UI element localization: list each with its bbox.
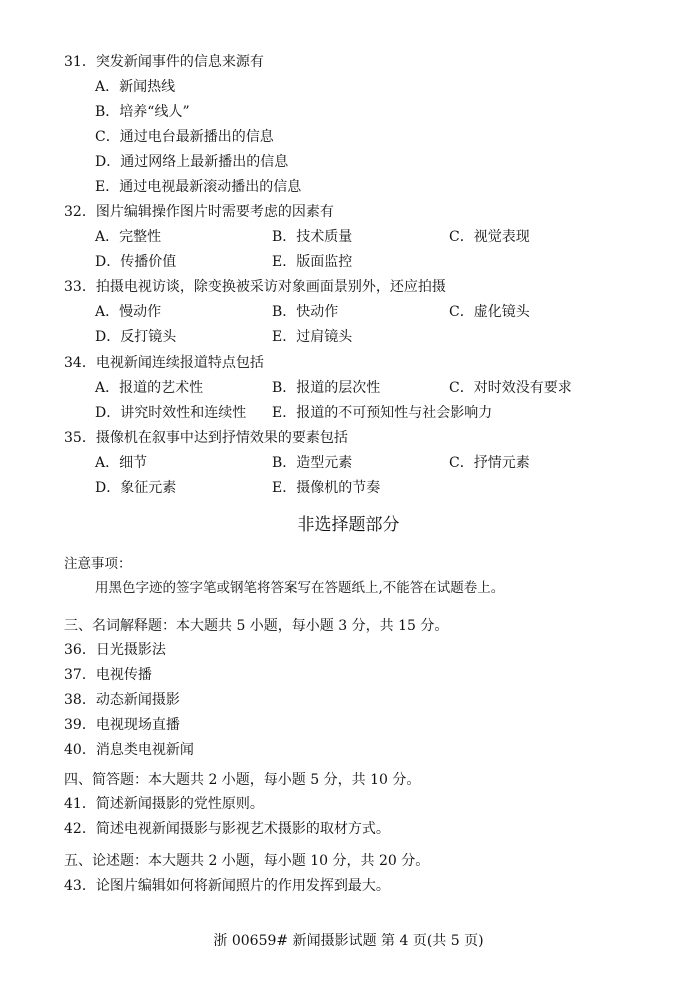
question-34-option-b: B．报道的层次性 bbox=[272, 380, 381, 396]
question-37: 37．电视传播 bbox=[64, 667, 152, 683]
question-31-stem: 31．突发新闻事件的信息来源有 bbox=[64, 54, 264, 70]
part-4-heading: 四、简答题：本大题共 2 小题，每小题 5 分，共 10 分。 bbox=[64, 772, 421, 788]
question-41: 41．简述新闻摄影的党性原则。 bbox=[64, 796, 264, 812]
notice-body: 用黑色字迹的签字笔或钢笔将答案写在答题纸上,不能答在试题卷上。 bbox=[95, 580, 505, 596]
question-39: 39．电视现场直播 bbox=[64, 717, 180, 733]
question-31-option-b: B．培养“线人” bbox=[95, 104, 190, 120]
part-3-heading: 三、名词解释题：本大题共 5 小题，每小题 3 分，共 15 分。 bbox=[64, 618, 449, 634]
question-33-option-c: C．虚化镜头 bbox=[449, 304, 530, 320]
question-32-option-b: B．技术质量 bbox=[272, 229, 353, 245]
question-34-option-d: D．讲究时效性和连续性 bbox=[95, 405, 247, 421]
question-38: 38．动态新闻摄影 bbox=[64, 692, 180, 708]
question-32-option-c: C．视觉表现 bbox=[449, 229, 530, 245]
question-31-option-d: D．通过网络上最新播出的信息 bbox=[95, 154, 289, 170]
question-32-option-e: E．版面监控 bbox=[272, 254, 353, 270]
question-34-stem: 34．电视新闻连续报道特点包括 bbox=[64, 355, 264, 371]
question-32-option-a: A．完整性 bbox=[95, 229, 162, 245]
section-title: 非选择题部分 bbox=[297, 515, 400, 535]
question-33-option-e: E．过肩镜头 bbox=[272, 329, 353, 345]
page-footer: 浙 00659# 新闻摄影试题 第 4 页(共 5 页) bbox=[213, 933, 484, 949]
question-34-option-c: C．对时效没有要求 bbox=[449, 380, 572, 396]
question-35-option-b: B．造型元素 bbox=[272, 455, 353, 471]
question-40: 40．消息类电视新闻 bbox=[64, 742, 194, 758]
question-31-option-a: A．新闻热线 bbox=[95, 79, 176, 95]
notice-title: 注意事项： bbox=[64, 556, 132, 572]
question-34-option-e: E．报道的不可预知性与社会影响力 bbox=[272, 405, 493, 421]
part-5-heading: 五、论述题：本大题共 2 小题，每小题 10 分，共 20 分。 bbox=[64, 853, 430, 869]
question-36: 36．日光摄影法 bbox=[64, 642, 166, 658]
question-35-option-a: A．细节 bbox=[95, 455, 148, 471]
question-32-option-d: D．传播价值 bbox=[95, 254, 177, 270]
question-42: 42．简述电视新闻摄影与影视艺术摄影的取材方式。 bbox=[64, 821, 390, 837]
question-31-option-e: E．通过电视最新滚动播出的信息 bbox=[95, 179, 302, 195]
question-33-stem: 33．拍摄电视访谈，除变换被采访对象画面景别外，还应拍摄 bbox=[64, 279, 446, 295]
question-35-option-c: C．抒情元素 bbox=[449, 455, 530, 471]
question-34-option-a: A．报道的艺术性 bbox=[95, 380, 204, 396]
question-35-option-e: E．摄像机的节奏 bbox=[272, 480, 381, 496]
question-33-option-d: D．反打镜头 bbox=[95, 329, 177, 345]
question-43: 43．论图片编辑如何将新闻照片的作用发挥到最大。 bbox=[64, 878, 390, 894]
question-35-stem: 35．摄像机在叙事中达到抒情效果的要素包括 bbox=[64, 430, 348, 446]
question-33-option-b: B．快动作 bbox=[272, 304, 339, 320]
question-32-stem: 32．图片编辑操作图片时需要考虑的因素有 bbox=[64, 204, 334, 220]
question-33-option-a: A．慢动作 bbox=[95, 304, 162, 320]
question-35-option-d: D．象征元素 bbox=[95, 480, 177, 496]
question-31-option-c: C．通过电台最新播出的信息 bbox=[95, 129, 274, 145]
